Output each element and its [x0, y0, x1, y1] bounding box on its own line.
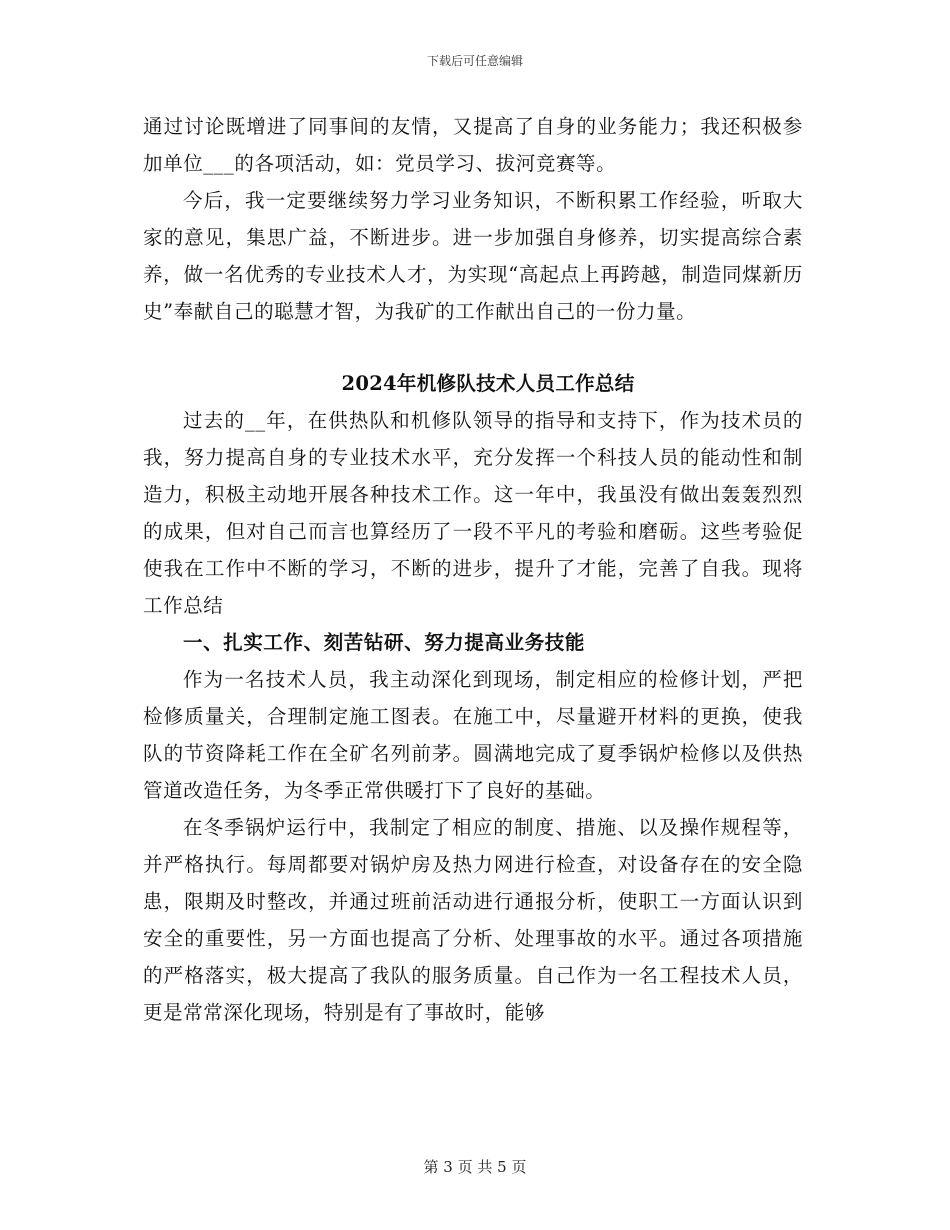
paragraph-introduction: 过去的__年，在供热队和机修队领导的指导和支持下，作为技术员的我，努力提高自身的专业技术水平，充分发挥一个科技人员的能动性和制造力，积极主动地开展各种技术工作。这一年中，我虽没有做出轰轰烈烈的成果，但对自己而言也算经历了一段不平凡的考验和磨砺。这些考验促使我在工作中不断的学习，不断的进步，提升了才能，完善了自我。现将工作总结 — [143, 409, 803, 617]
document-body — [143, 108, 803, 1031]
paragraph-boiler-operation: 在冬季锅炉运行中，我制定了相应的制度、措施、以及操作规程等，并严格执行。每周都要对锅炉房及热力网进行检查，对设备存在的安全隐患，限期及时整改，并通过班前活动进行通报分析，使职工一方面认识到安全的重要性，另一方面也提高了分析、处理事故的水平。通过各项措施的严格落实，极大提高了我队的服务质量。自己作为一名工程技术人员，更是常常深化现场，特别是有了事故时，能够 — [143, 816, 803, 1024]
document-title: 2024年机修队技术人员工作总结 — [341, 372, 635, 395]
section-heading-1: 一、扎实工作、刻苦钻研、努力提高业务技能 — [183, 631, 586, 654]
page-header: 下载后可任意编辑 — [426, 54, 523, 68]
paragraph-continuation: 通过讨论既增进了同事间的友情，又提高了自身的业务能力；我还积极参加单位___的各项活动，如：党员学习、拔河竞赛等。 — [143, 115, 803, 175]
paragraph-technical-work: 作为一名技术人员，我主动深化到现场，制定相应的检修计划，严把检修质量关，合理制定施工图表。在施工中，尽量避开材料的更换，使我队的节资降耗工作在全矿名列前茅。圆满地完成了夏季锅炉检修以及供热管道改造任务，为冬季正常供暖打下了良好的基础。 — [143, 668, 803, 802]
page-number: 第 3 页 共 5 页 — [423, 1158, 527, 1176]
paragraph-future-plans: 今后，我一定要继续努力学习业务知识，不断积累工作经验，听取大家的意见，集思广益，不断进步。进一步加强自身修养，切实提高综合素养，做一名优秀的专业技术人才，为实现“高起点上再跨越，制造同煤新历史”奉献自己的聪慧才智，为我矿的工作献出自己的一份力量。 — [143, 189, 803, 323]
